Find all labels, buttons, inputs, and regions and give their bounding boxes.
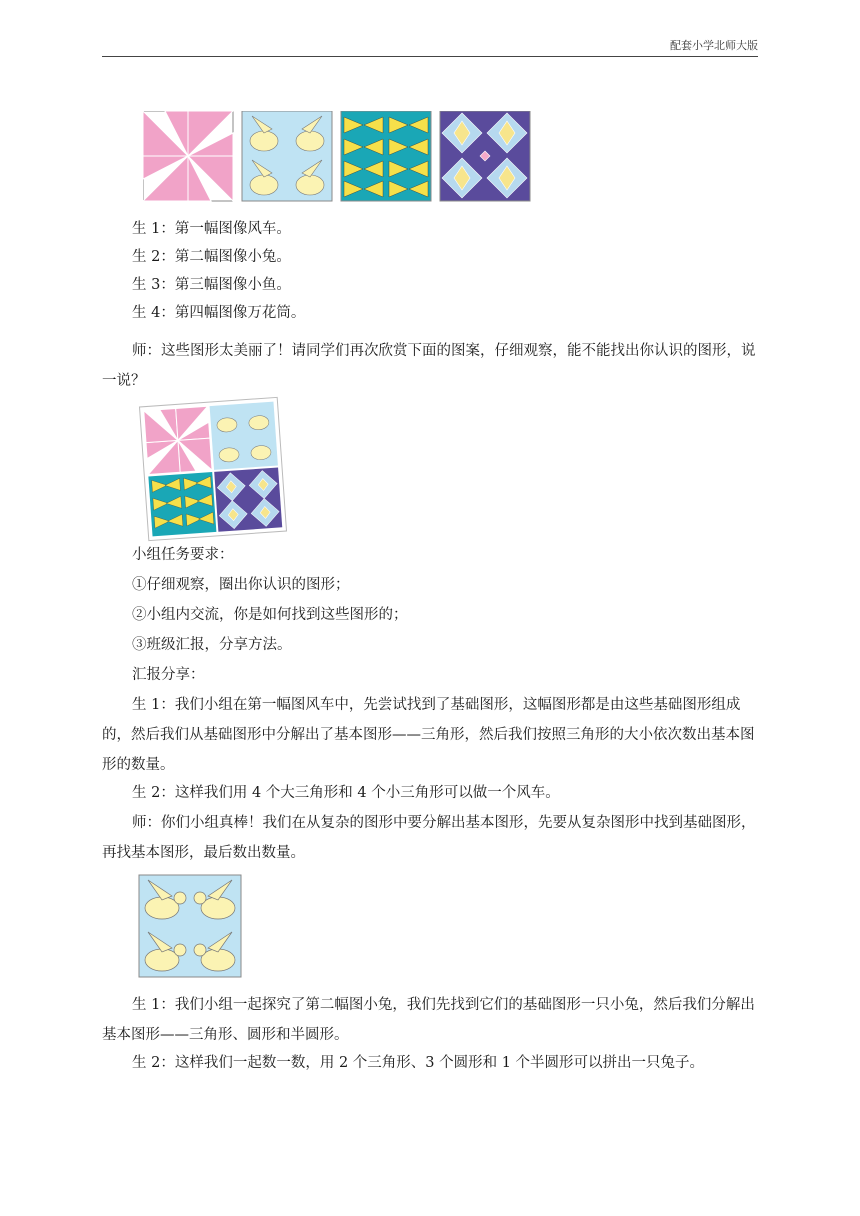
student1-line: 生 1：第一幅图像风车。 bbox=[132, 221, 291, 237]
student3-line: 生 3：第三幅图像小鱼。 bbox=[132, 277, 291, 293]
report-rabbit-student1: 生 1：我们小组一起探究了第二幅图小兔，我们先找到它们的基础图形一只小兔，然后我们分解出基本图形——三角形、圆形和半圆形。 bbox=[102, 997, 755, 1043]
pattern-figure-row bbox=[143, 111, 533, 203]
rabbit-image bbox=[242, 111, 332, 201]
fish-image bbox=[341, 111, 431, 201]
teacher-praise: 师：你们小组真棒！我们在从复杂的图形中要分解出基本图形，先要从复杂图形中找到基础图形，再找基本图形，最后数出数量。 bbox=[102, 815, 756, 861]
task-item-1: ①仔细观察，圈出你认识的图形； bbox=[132, 577, 350, 593]
pinwheel-image bbox=[143, 111, 233, 201]
report-student1: 生 1：我们小组在第一幅图风车中，先尝试找到了基础图形，这幅图形都是由这些基础图形组成的，然后我们从基础图形中分解出了基本图形——三角形，然后我们按照三角形的大小依次数出基本图形的数量。 bbox=[102, 697, 755, 773]
student4-line: 生 4：第四幅图像万花筒。 bbox=[132, 305, 306, 321]
kaleidoscope-image bbox=[440, 111, 530, 201]
task-item-2: ②小组内交流，你是如何找到这些图形的； bbox=[132, 607, 408, 623]
task-item-3: ③班级汇报，分享方法。 bbox=[132, 637, 292, 653]
report-title: 汇报分享： bbox=[132, 667, 205, 683]
pattern-collage-figure bbox=[138, 396, 288, 542]
header-rule bbox=[102, 56, 758, 57]
page-header-text: 配套小学北师大版 bbox=[670, 39, 758, 52]
rabbit-figure bbox=[138, 874, 242, 978]
student2-line: 生 2：第二幅图像小兔。 bbox=[132, 249, 291, 265]
task-title: 小组任务要求： bbox=[132, 547, 234, 563]
report-student2: 生 2：这样我们用 4 个大三角形和 4 个小三角形可以做一个风车。 bbox=[132, 785, 560, 801]
teacher-question: 师：这些图形太美丽了！请同学们再次欣赏下面的图案，仔细观察，能不能找出你认识的图形，说一说？ bbox=[102, 343, 756, 389]
report-rabbit-student2: 生 2：这样我们一起数一数，用 2 个三角形、3 个圆形和 1 个半圆形可以拼出一只兔子。 bbox=[132, 1055, 705, 1071]
